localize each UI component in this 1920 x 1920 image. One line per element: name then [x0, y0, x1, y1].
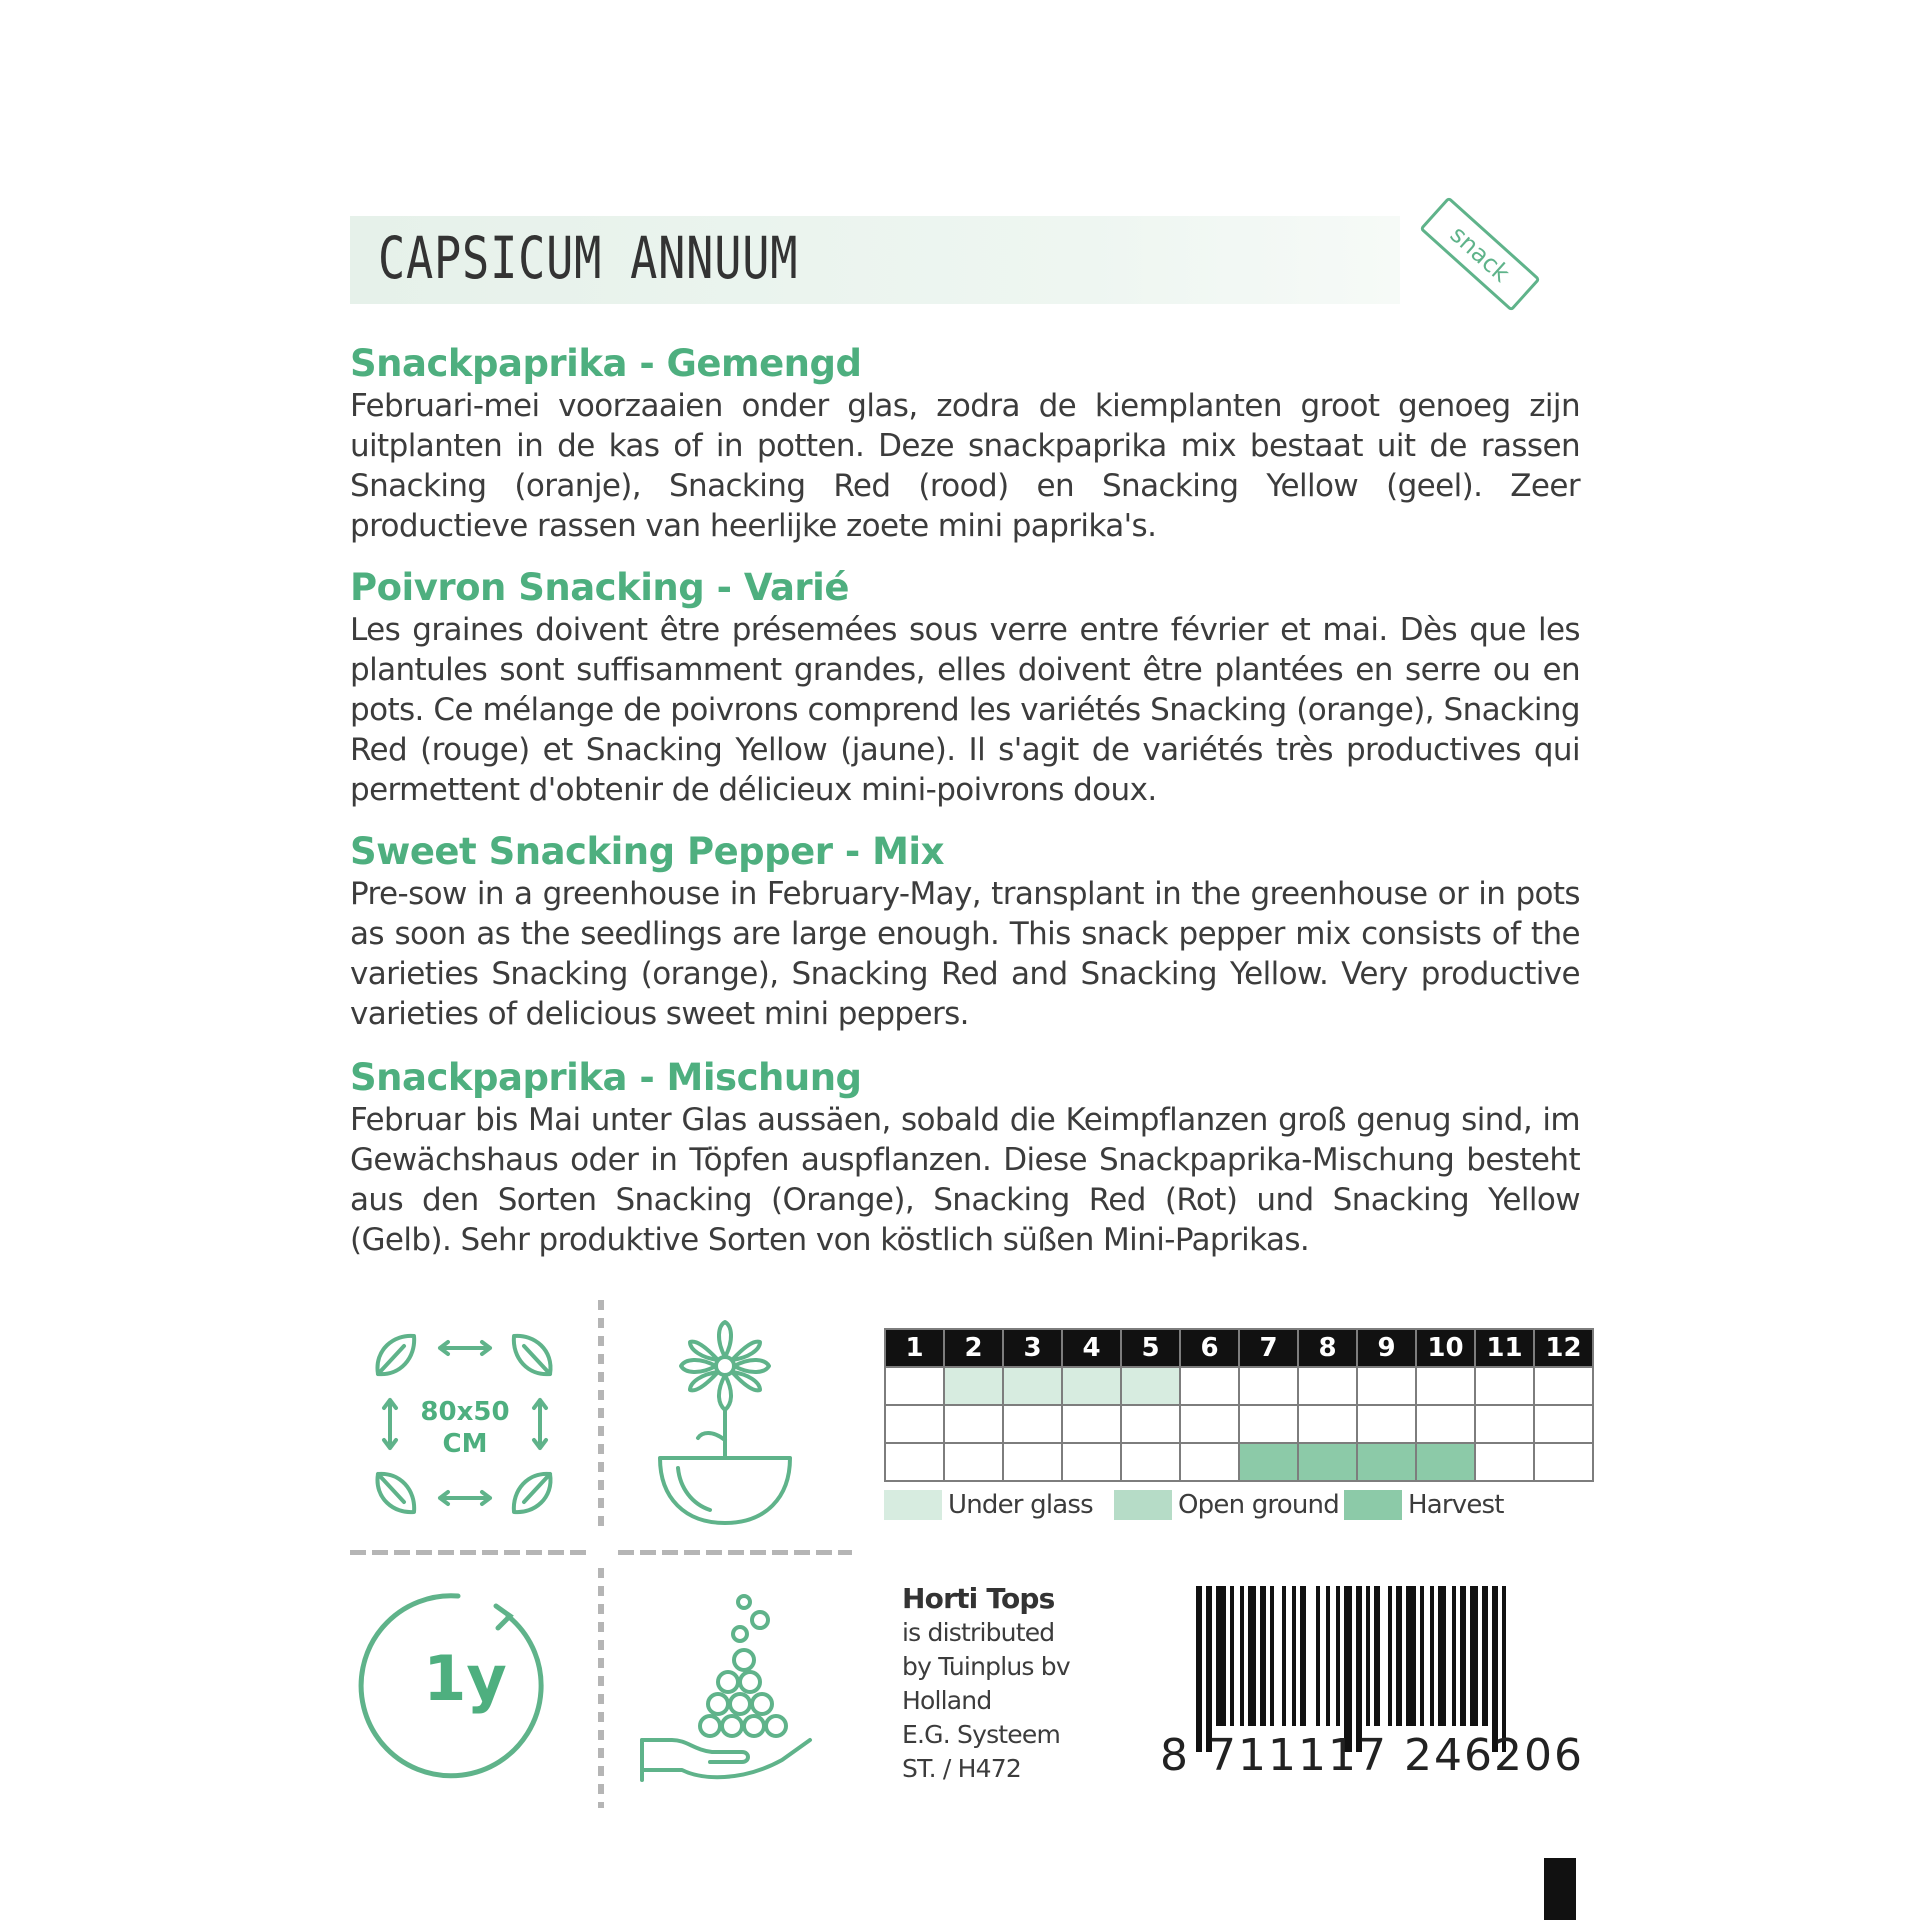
- month-header: 7: [1239, 1329, 1298, 1367]
- calendar-cell: [1416, 1443, 1475, 1481]
- calendar-row-under-glass: [885, 1367, 1593, 1405]
- month-header: 1: [885, 1329, 944, 1367]
- calendar-cell: [1475, 1443, 1534, 1481]
- month-header: 8: [1298, 1329, 1357, 1367]
- barcode-bar: [1374, 1586, 1380, 1726]
- species-title: CAPSICUM ANNUUM: [378, 224, 799, 292]
- calendar-cell: [1534, 1443, 1593, 1481]
- barcode-bar: [1326, 1586, 1330, 1726]
- barcode-bar: [1430, 1586, 1434, 1726]
- barcode-bar: [1366, 1586, 1370, 1726]
- calendar-cell: [944, 1405, 1003, 1443]
- barcode-bar: [1300, 1586, 1306, 1726]
- legend-swatch: [884, 1490, 942, 1520]
- barcode-bar: [1356, 1586, 1362, 1752]
- calendar-cell: [1534, 1405, 1593, 1443]
- hand-seeds-icon: [632, 1590, 822, 1790]
- barcode-bar: [1260, 1586, 1266, 1726]
- calendar-cell: [1416, 1367, 1475, 1405]
- calendar-cell: [885, 1367, 944, 1405]
- calendar-cell: [1180, 1405, 1239, 1443]
- distributor-block: [902, 1582, 1070, 1786]
- legend-label: Open ground: [1178, 1490, 1339, 1520]
- section-heading: Snackpaprika - Mischung: [350, 1056, 862, 1099]
- calendar-cell: [1475, 1367, 1534, 1405]
- section-heading: Poivron Snacking - Varié: [350, 566, 849, 609]
- legend-under-glass: [884, 1490, 1093, 1520]
- calendar-cell: [1180, 1367, 1239, 1405]
- month-header: 9: [1357, 1329, 1416, 1367]
- barcode-bar: [1196, 1586, 1202, 1752]
- section-body: Februar bis Mai unter Glas aussäen, sobald die Keimpflanzen groß genug sind, im Gewächshaus oder in Töpfen auspflanzen. Diese Snackpaprika-Mischung besteht aus den Sorten Snacking (Orange), Snacking Red (Rot) und Snacking Yellow (Gelb). Sehr produktive Sorten von köstlich süßen Mini-Paprikas.: [350, 1102, 1580, 1258]
- legend-swatch: [1344, 1490, 1402, 1520]
- divider-horizontal: [618, 1550, 852, 1555]
- section-body: Les graines doivent être présemées sous verre entre février et mai. Dès que les plantules sont suffisamment grandes, elles doivent être plantées en serre ou en pots. Ce mélange de poivrons comprend les variétés Snacking (orange), Snacking Red (rouge) et Snacking Yellow (jaune). Il s'agit de variétés très productives qui permettent d'obtenir de délicieux mini-poivrons doux.: [350, 612, 1580, 808]
- calendar-cell: [885, 1443, 944, 1481]
- calendar-cell: [1357, 1443, 1416, 1481]
- calendar-cell: [1121, 1405, 1180, 1443]
- snack-tag: snack: [1419, 196, 1541, 312]
- barcode-bar: [1270, 1586, 1274, 1726]
- calendar-cell: [1239, 1405, 1298, 1443]
- section-dutch: [350, 342, 1580, 546]
- section-french: [350, 566, 1580, 810]
- divider-vertical: [598, 1300, 604, 1530]
- calendar-cell: [1239, 1367, 1298, 1405]
- calendar-cell: [1534, 1367, 1593, 1405]
- potted-plant-icon: [650, 1318, 800, 1528]
- calendar-cell: [1003, 1405, 1062, 1443]
- barcode-bar: [1438, 1586, 1446, 1726]
- distributor-line: by Tuinplus bv: [902, 1652, 1070, 1681]
- calendar-cell: [1357, 1405, 1416, 1443]
- distributor-line: E.G. Systeem: [902, 1720, 1061, 1749]
- barcode-bar: [1216, 1586, 1226, 1726]
- barcode-bar: [1388, 1586, 1392, 1726]
- month-header: 2: [944, 1329, 1003, 1367]
- barcode-bar: [1470, 1586, 1478, 1726]
- barcode-bar: [1502, 1586, 1506, 1752]
- barcode-bar: [1406, 1586, 1416, 1726]
- legend-label: Harvest: [1408, 1490, 1504, 1520]
- barcode-bar: [1206, 1586, 1212, 1752]
- calendar-cell: [1003, 1367, 1062, 1405]
- month-header: 5: [1121, 1329, 1180, 1367]
- section-body: Pre-sow in a greenhouse in February-May, transplant in the greenhouse or in pots as soon as the seedlings are large enough. This snack pepper mix consists of the varieties Snacking (orange), Snacking Red and Snacking Yellow. Very productive varieties of delicious sweet mini peppers.: [350, 876, 1580, 1032]
- divider-vertical: [598, 1568, 604, 1808]
- calendar-cell: [1121, 1443, 1180, 1481]
- legend-harvest: [1344, 1490, 1504, 1520]
- brand-name: Horti Tops: [902, 1582, 1055, 1615]
- barcode-bar: [1344, 1586, 1352, 1752]
- month-header: 6: [1180, 1329, 1239, 1367]
- barcode-bar: [1460, 1586, 1466, 1726]
- section-english: [350, 830, 1580, 1034]
- distributor-line: ST. / H472: [902, 1754, 1021, 1783]
- section-german: [350, 1056, 1580, 1260]
- month-header: 3: [1003, 1329, 1062, 1367]
- barcode-bar: [1492, 1586, 1498, 1752]
- divider-horizontal: [350, 1550, 586, 1555]
- month-header: 12: [1534, 1329, 1593, 1367]
- barcode-bar: [1336, 1586, 1340, 1726]
- section-body: Februari-mei voorzaaien onder glas, zodra de kiemplanten groot genoeg zijn uitplanten in de kas of in potten. Deze snackpaprika mix bestaat uit de rassen Snacking (oranje), Snacking Red (rood) en Snacking Yellow (geel). Zeer productieve rassen van heerlijke zoete mini paprika's.: [350, 388, 1580, 544]
- barcode-bar: [1230, 1586, 1234, 1726]
- spacing-label: 80x50 CM: [420, 1397, 510, 1459]
- calendar-cell: [1003, 1443, 1062, 1481]
- calendar-cell: [1180, 1443, 1239, 1481]
- legend-open-ground: [1114, 1490, 1339, 1520]
- barcode-bar: [1452, 1586, 1456, 1726]
- calendar-cell: [944, 1443, 1003, 1481]
- barcode-bar: [1292, 1586, 1296, 1726]
- calendar-cell: [1062, 1405, 1121, 1443]
- barcode-bar: [1482, 1586, 1488, 1726]
- section-heading: Sweet Snacking Pepper - Mix: [350, 830, 944, 873]
- legend-swatch: [1114, 1490, 1172, 1520]
- sowing-calendar: [884, 1328, 1594, 1482]
- calendar-cell: [1298, 1443, 1357, 1481]
- barcode-number: 8 711117 246206: [1160, 1730, 1584, 1781]
- barcode-bar: [1420, 1586, 1424, 1726]
- month-header: 11: [1475, 1329, 1534, 1367]
- calendar-cell: [1121, 1367, 1180, 1405]
- barcode-bar: [1396, 1586, 1402, 1726]
- calendar-cell: [1298, 1405, 1357, 1443]
- barcode-bar: [1248, 1586, 1256, 1726]
- distributor-line: is distributed: [902, 1618, 1055, 1647]
- calendar-cell: [1416, 1405, 1475, 1443]
- registration-mark: [1544, 1858, 1576, 1920]
- calendar-cell: [1357, 1367, 1416, 1405]
- barcode-bar: [1282, 1586, 1286, 1726]
- section-heading: Snackpaprika - Gemengd: [350, 342, 862, 385]
- calendar-cell: [1062, 1443, 1121, 1481]
- barcode-image: [1196, 1586, 1580, 1752]
- calendar-cell: [1475, 1405, 1534, 1443]
- month-header: 4: [1062, 1329, 1121, 1367]
- calendar-cell: [944, 1367, 1003, 1405]
- legend-label: Under glass: [948, 1490, 1093, 1520]
- month-header: 10: [1416, 1329, 1475, 1367]
- calendar-cell: [1062, 1367, 1121, 1405]
- barcode-bar: [1240, 1586, 1244, 1726]
- calendar-cell: [1298, 1367, 1357, 1405]
- calendar-cell: [1239, 1443, 1298, 1481]
- barcode-bar: [1316, 1586, 1320, 1726]
- calendar-cell: [885, 1405, 944, 1443]
- calendar-month-row: [885, 1329, 1593, 1367]
- distributor-line: Holland: [902, 1686, 992, 1715]
- calendar-row-open-ground: [885, 1405, 1593, 1443]
- calendar-row-harvest: [885, 1443, 1593, 1481]
- cycle-label: 1y: [423, 1642, 507, 1715]
